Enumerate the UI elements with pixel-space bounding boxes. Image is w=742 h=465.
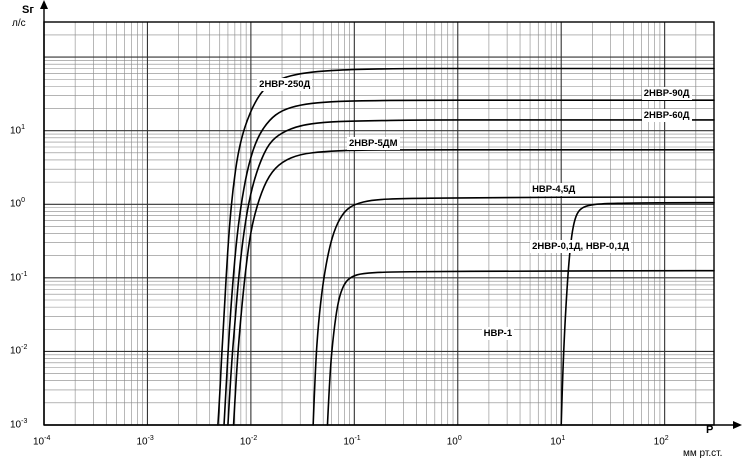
y-axis-title-text: Sг: [22, 4, 34, 16]
x-tick-label-2: $10^{-2}$: [239, 435, 258, 448]
y-tick-label-2: $10^{-1}$: [10, 270, 28, 284]
curve-label-5: 2НВР-0,1Д, НВР-0,1Д: [532, 241, 630, 253]
y-tick-label-0: $10^{-3}$: [10, 418, 28, 431]
x-axis-title: P: [706, 424, 714, 436]
y-tick-label-3: $10^0$: [10, 197, 26, 210]
x-axis-unit: мм рт.ст.: [683, 448, 723, 459]
curve-label-6: НВР-1: [483, 328, 513, 340]
y-axis-unit: л/с: [12, 18, 26, 29]
x-tick-label-4: $10^0$: [446, 435, 462, 448]
y-axis-title: [22, 4, 34, 17]
curve-label-3: 2НВР-5ДМ: [349, 138, 398, 150]
curve-label-4: НВР-4,5Д: [532, 184, 576, 196]
x-tick-label-0: $10^{-4}$: [33, 435, 51, 448]
x-tick-label-5: $10^1$: [550, 435, 566, 448]
y-tick-label-4: $10^1$: [10, 123, 26, 136]
curve-label-2: 2НВР-60Д: [643, 109, 690, 121]
x-tick-label-1: $10^{-3}$: [136, 435, 154, 448]
curve-label-1: 2НВР-90Д: [643, 87, 690, 99]
x-tick-label-6: $10^2$: [653, 435, 669, 448]
x-tick-label-3: $10^{-1}$: [343, 435, 361, 448]
y-tick-label-1: $10^{-2}$: [10, 344, 28, 357]
curve-label-0: 2НВР-250Д: [259, 78, 311, 90]
